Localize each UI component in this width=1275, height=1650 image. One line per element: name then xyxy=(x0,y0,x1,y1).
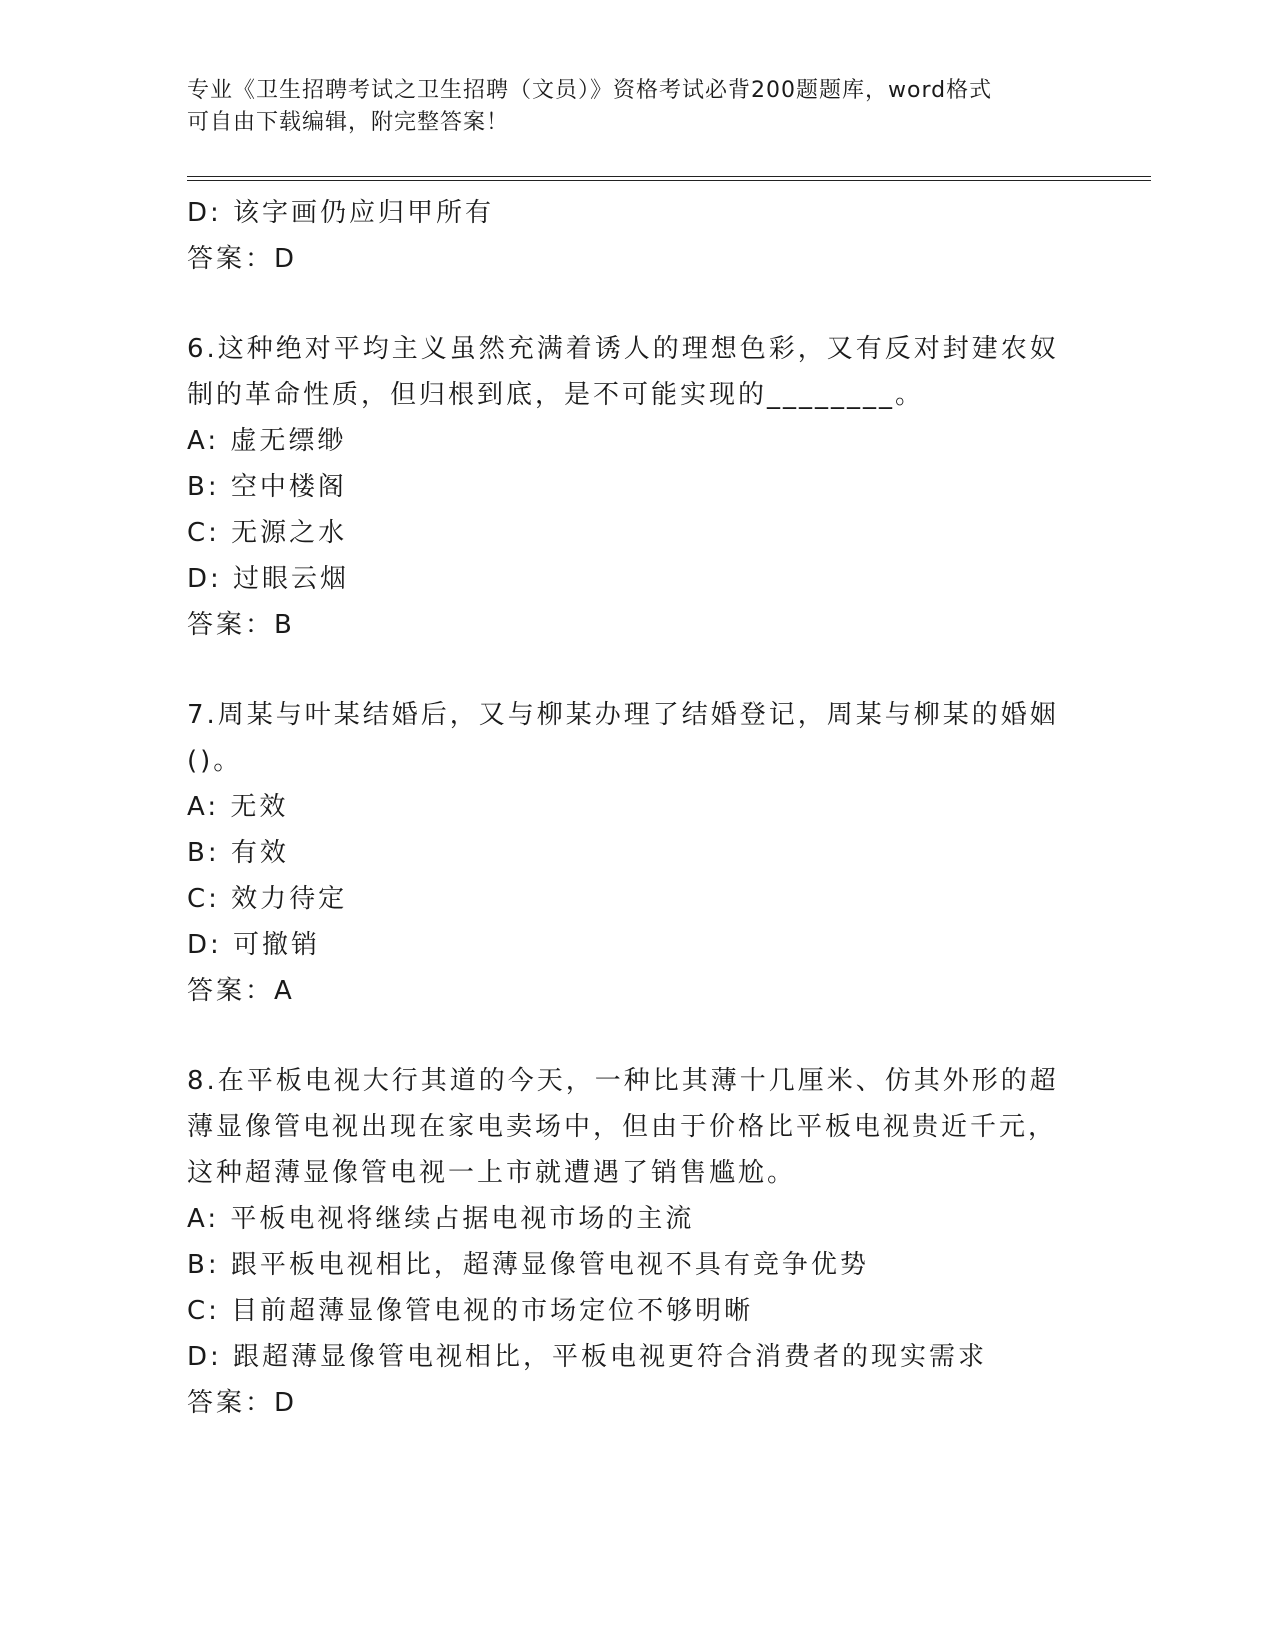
question-7-answer: 答案：A xyxy=(187,976,295,1006)
question-8 xyxy=(187,1058,1087,1426)
question-7 xyxy=(187,692,1087,1014)
question-8-option-a: A: 平板电视将继续占据电视市场的主流 xyxy=(187,1204,695,1234)
header-divider xyxy=(187,176,1151,181)
question-7-line-1: 7.周某与叶某结婚后，又与柳某办理了结婚登记，周某与柳某的婚姻 xyxy=(187,700,1059,730)
question-6-line-1: 6.这种绝对平均主义虽然充满着诱人的理想色彩，又有反对封建农奴 xyxy=(187,334,1059,364)
question-6 xyxy=(187,326,1087,648)
question-6-line-2: 制的革命性质，但归根到底，是不可能实现的________。 xyxy=(187,380,925,410)
question-6-option-d: D: 过眼云烟 xyxy=(187,564,350,594)
page-header xyxy=(187,75,1087,139)
carryover-answer: 答案：D xyxy=(187,244,298,274)
question-7-option-d: D: 可撤销 xyxy=(187,930,321,960)
question-7-option-a: A: 无效 xyxy=(187,792,289,822)
question-7-line-2: ()。 xyxy=(187,746,243,776)
header-line-1: 专业《卫生招聘考试之卫生招聘（文员）》资格考试必背200题题库，word格式 xyxy=(187,78,993,103)
question-7-option-b: B: 有效 xyxy=(187,838,289,868)
question-8-line-3: 这种超薄显像管电视一上市就遭遇了销售尴尬。 xyxy=(187,1158,797,1188)
header-line-2: 可自由下载编辑，附完整答案！ xyxy=(187,110,510,135)
question-8-option-d: D: 跟超薄显像管电视相比，平板电视更符合消费者的现实需求 xyxy=(187,1342,988,1372)
question-6-option-a: A: 虚无缥缈 xyxy=(187,426,347,456)
document-body xyxy=(187,190,1087,1426)
question-8-line-1: 8.在平板电视大行其道的今天，一种比其薄十几厘米、仿其外形的超 xyxy=(187,1066,1059,1096)
question-7-option-c: C: 效力待定 xyxy=(187,884,348,914)
carryover-option-d: D: 该字画仍应归甲所有 xyxy=(187,198,495,228)
question-8-option-b: B: 跟平板电视相比，超薄显像管电视不具有竞争优势 xyxy=(187,1250,869,1280)
question-8-answer: 答案：D xyxy=(187,1388,298,1418)
question-6-option-c: C: 无源之水 xyxy=(187,518,348,548)
question-8-line-2: 薄显像管电视出现在家电卖场中，但由于价格比平板电视贵近千元， xyxy=(187,1112,1058,1142)
question-6-option-b: B: 空中楼阁 xyxy=(187,472,347,502)
question-6-answer: 答案：B xyxy=(187,610,295,640)
question-8-option-c: C: 目前超薄显像管电视的市场定位不够明晰 xyxy=(187,1296,754,1326)
